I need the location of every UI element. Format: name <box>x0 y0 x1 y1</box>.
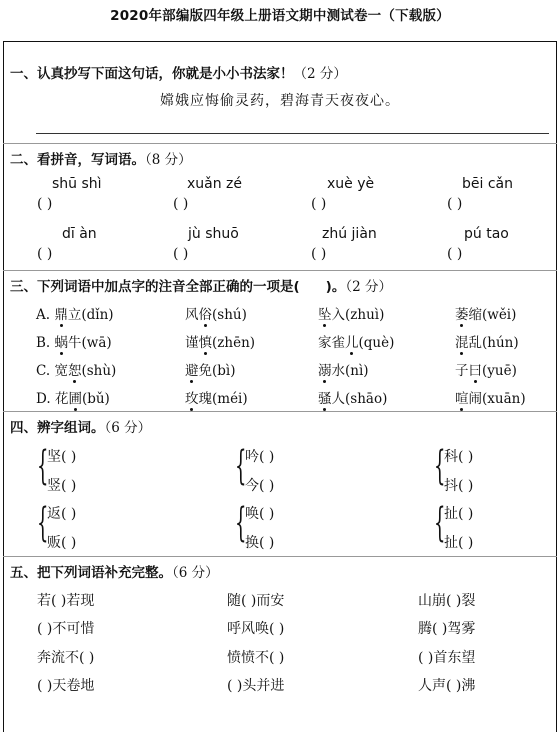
brace: { <box>235 500 247 546</box>
answer-blank[interactable]: ( ) <box>259 449 275 465</box>
pinyin-note: (què) <box>358 335 395 351</box>
pinyin-note: (yuē) <box>482 363 517 379</box>
char: 唤 <box>245 506 259 522</box>
option-b-item-4 <box>455 331 519 351</box>
answer-blank[interactable]: ( ) <box>311 196 327 212</box>
word-char: 水 <box>331 363 345 379</box>
brace: { <box>434 500 446 546</box>
pinyin-1: shū shì <box>52 176 102 192</box>
option-a-item-2 <box>185 303 247 323</box>
option-c[interactable] <box>36 359 116 379</box>
answer-blank[interactable]: ( ) <box>458 535 474 551</box>
pinyin-note: (hún) <box>482 335 519 351</box>
pinyin-note: (bì) <box>212 363 236 379</box>
word-pair-top <box>245 503 274 523</box>
dotted-char: 萎 <box>455 303 469 323</box>
idiom-item[interactable]: 人声( )沸 <box>418 678 476 694</box>
pinyin-note: (zhuì) <box>345 307 385 323</box>
word-char: 免 <box>198 363 212 379</box>
option-b-item-2 <box>185 331 255 351</box>
word-pair-bottom <box>245 532 274 552</box>
section3-title-end: )。 <box>325 279 346 295</box>
word-char: 谨 <box>185 335 199 351</box>
pinyin-8: pú tao <box>464 226 509 242</box>
section1-title: 一、认真抄写下面这句话，你就是小小书法家！ <box>10 66 294 82</box>
option-c-item-2 <box>185 359 236 379</box>
char: 换 <box>245 535 259 551</box>
section3-title: 三、下列词语中加点字的注音全部正确的一项是( <box>10 279 300 295</box>
word-pair-top <box>444 446 473 466</box>
section2-heading <box>10 148 192 168</box>
pinyin-4: bēi cǎn <box>462 176 513 192</box>
dotted-char: 避 <box>185 359 199 379</box>
answer-blank[interactable]: ( ) <box>61 478 77 494</box>
section5-title: 五、把下列词语补充完整。 <box>10 565 172 581</box>
char: 坚 <box>47 449 61 465</box>
word-char: 入 <box>331 307 345 323</box>
pinyin-note: (shú) <box>212 307 247 323</box>
section1-points: （2 分） <box>293 66 347 82</box>
brace: { <box>235 443 247 489</box>
dotted-char: 溺 <box>318 359 332 379</box>
answer-blank[interactable]: ( ) <box>61 535 77 551</box>
option-a[interactable] <box>36 303 114 323</box>
copy-sentence: 嫦娥应悔偷灵药，碧海青天夜夜心。 <box>160 93 400 109</box>
dotted-char: 蜗 <box>55 331 69 351</box>
option-d-item-4 <box>455 387 526 407</box>
word-char: 家雀 <box>318 335 345 351</box>
word-pair-bottom <box>444 475 473 495</box>
idiom-item[interactable]: ( )不可惜 <box>37 621 95 637</box>
word-char: 闹 <box>468 391 482 407</box>
word-pair-bottom <box>444 532 473 552</box>
option-b-item-3 <box>318 331 394 351</box>
idiom-item[interactable]: ( )头并进 <box>227 678 285 694</box>
word-char: 风 <box>185 307 199 323</box>
idiom-item[interactable]: ( )天卷地 <box>37 678 95 694</box>
section5-points: （6 分） <box>172 565 219 581</box>
char: 贩 <box>47 535 61 551</box>
pinyin-note: (nì) <box>345 363 369 379</box>
char: 今 <box>245 478 259 494</box>
dotted-char: 恕 <box>68 359 82 379</box>
answer-blank[interactable]: ( ) <box>173 246 189 262</box>
page-title: 2020年部编版四年级上册语文期中测试卷一（下载版） <box>110 8 450 24</box>
word-char: 宽 <box>54 363 68 379</box>
answer-blank[interactable]: ( ) <box>61 506 77 522</box>
divider <box>3 143 557 144</box>
word-char: 缩 <box>468 307 482 323</box>
pinyin-note: (zhēn) <box>212 335 256 351</box>
option-label: D. <box>36 391 51 407</box>
word-char: 花 <box>54 391 69 407</box>
pinyin-note: (méi) <box>212 391 248 407</box>
section4-heading <box>10 416 151 436</box>
section5-heading <box>10 561 219 581</box>
answer-blank[interactable]: ( ) <box>259 506 275 522</box>
dotted-char: 俗 <box>199 303 213 323</box>
word-pair-top <box>444 503 473 523</box>
word-pair-top <box>47 446 76 466</box>
answer-blank[interactable]: ( ) <box>447 246 463 262</box>
word-char: 乱 <box>468 335 482 351</box>
answer-blank[interactable]: ( ) <box>259 535 275 551</box>
idiom-item[interactable]: 呼风唤( ) <box>227 621 285 637</box>
idiom-item[interactable]: 奔流不( ) <box>37 650 95 666</box>
answer-blank[interactable]: ( ) <box>458 478 474 494</box>
option-d-item-3 <box>318 387 387 407</box>
dotted-char: 坠 <box>318 303 332 323</box>
dotted-char: 曰 <box>469 359 483 379</box>
section2-points: （8 分） <box>145 152 192 168</box>
dotted-char: 圃 <box>68 387 82 407</box>
brace: { <box>37 443 49 489</box>
section4-title: 四、辨字组词。 <box>10 420 105 436</box>
word-char: 立 <box>67 307 82 323</box>
word-pair-top <box>245 446 274 466</box>
dotted-char: 儿 <box>345 331 359 351</box>
pinyin-note: (shù) <box>81 363 117 379</box>
word-char: 瑰 <box>198 391 212 407</box>
option-c-item-4 <box>455 359 517 379</box>
dotted-char: 骚 <box>318 387 332 407</box>
option-d-item-2 <box>185 387 248 407</box>
brace: { <box>434 443 446 489</box>
pinyin-6: jù shuō <box>188 226 239 242</box>
char: 科 <box>444 449 458 465</box>
word-pair-bottom <box>245 475 274 495</box>
char: 返 <box>47 506 61 522</box>
option-a-item-3 <box>318 303 384 323</box>
dotted-char: 慎 <box>199 331 213 351</box>
answer-blank[interactable]: ( ) <box>259 478 275 494</box>
section4-points: （6 分） <box>104 420 152 436</box>
char: 扯 <box>444 506 458 522</box>
char: 吟 <box>245 449 259 465</box>
answer-blank[interactable]: ( ) <box>458 506 474 522</box>
idiom-item[interactable]: 若( )若现 <box>37 593 95 609</box>
idiom-item[interactable]: 愤愤不( ) <box>227 650 285 666</box>
idiom-item[interactable]: 山崩( )裂 <box>418 593 476 609</box>
pinyin-note: (xuān) <box>482 391 526 407</box>
pinyin-note: (dǐn) <box>81 307 114 323</box>
char: 扯 <box>444 535 458 551</box>
answer-blank[interactable]: ( ) <box>37 246 53 262</box>
section3-points: （2 分） <box>345 279 392 295</box>
char: 竖 <box>47 478 61 494</box>
pinyin-2: xuǎn zé <box>187 176 243 192</box>
dotted-char: 玫 <box>185 387 199 407</box>
pinyin-note: (wā) <box>81 335 112 351</box>
answer-blank[interactable]: ( ) <box>173 196 189 212</box>
divider <box>3 270 557 271</box>
answer-blank[interactable]: ( ) <box>447 196 463 212</box>
pinyin-note: (bǔ) <box>81 391 110 407</box>
word-pair-bottom <box>47 475 76 495</box>
option-a-item-4 <box>455 303 516 323</box>
dotted-char: 混 <box>455 331 469 351</box>
section3-heading <box>10 275 392 295</box>
option-label: B. <box>36 335 51 351</box>
word-pair-bottom <box>47 532 76 552</box>
word-pair-top <box>47 503 76 523</box>
brace: { <box>37 500 49 546</box>
option-b[interactable] <box>36 331 112 351</box>
idiom-item[interactable]: ( )首东望 <box>418 650 476 666</box>
section2-title: 二、看拼音，写词语。 <box>10 152 145 168</box>
char: 抖 <box>444 478 458 494</box>
option-label: C. <box>36 363 51 379</box>
pinyin-7: zhú jiàn <box>322 226 377 242</box>
option-label: A. <box>36 307 51 323</box>
section1-heading <box>10 62 347 82</box>
option-c-item-3 <box>318 359 369 379</box>
idiom-item[interactable]: 腾( )驾雾 <box>418 621 476 637</box>
answer-blank[interactable]: ( ) <box>458 449 474 465</box>
answer-blank[interactable]: ( ) <box>61 449 77 465</box>
pinyin-note: (shāo) <box>345 391 388 407</box>
word-char: 人 <box>331 391 345 407</box>
idiom-item[interactable]: 随( )而安 <box>227 593 285 609</box>
word-char: 牛 <box>68 335 82 351</box>
dotted-char: 鼎 <box>54 303 68 323</box>
pinyin-3: xuè yè <box>327 176 375 192</box>
answer-blank[interactable]: ( ) <box>311 246 327 262</box>
divider <box>3 411 557 412</box>
word-char: 子 <box>455 363 469 379</box>
dotted-char: 喧 <box>455 387 469 407</box>
pinyin-note: (wěi) <box>482 307 517 323</box>
answer-blank[interactable]: ( ) <box>37 196 53 212</box>
option-d[interactable] <box>36 387 110 407</box>
divider <box>3 556 557 557</box>
pinyin-5: dī àn <box>62 226 97 242</box>
writing-line[interactable] <box>36 133 549 134</box>
